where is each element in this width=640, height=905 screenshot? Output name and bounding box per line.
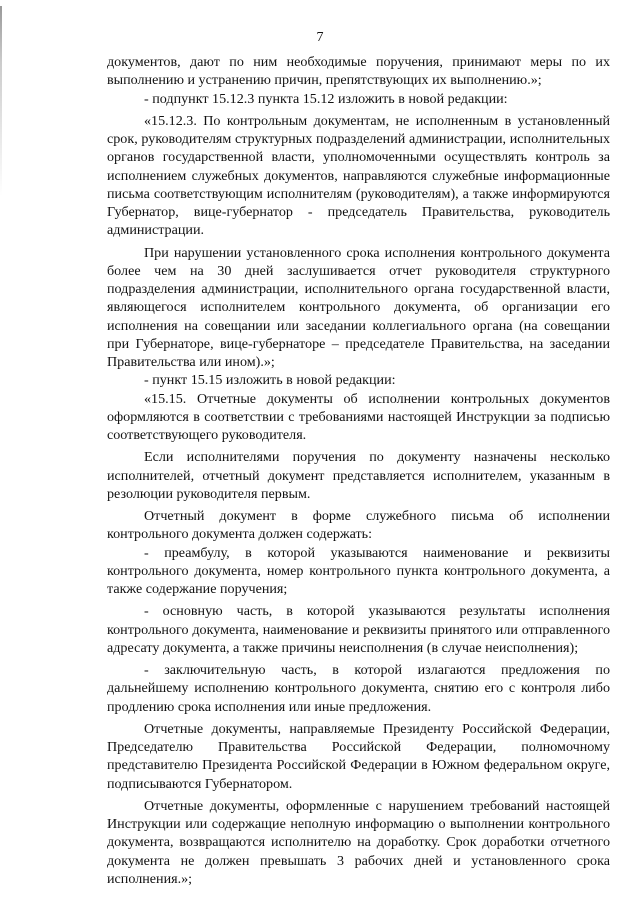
paragraph: Отчетный документ в форме служебного письма об исполнении контрольного документа должен содержать: [107, 508, 610, 543]
paragraph: Отчетные документы, направляемые Президенту Российской Федерации, Председателю Правительства Российской Федерации, полномочному представителю Президента Российской Федерации в Южном федеральном округе, подписываются Губернатором. [107, 720, 610, 792]
paragraph: - преамбулу, в которой указываются наименование и реквизиты контрольного документа, номер контрольного пункта контрольного документа, а также содержание поручения; [107, 544, 610, 597]
paragraph: Если исполнителями поручения по документу назначены несколько исполнителей, отчетный документ представляется исполнителем, указанным в резолюции руководителя первым. [107, 449, 610, 502]
page-number: 7 [316, 30, 324, 45]
paragraph: - заключительную часть, в которой излагаются предложения по дальнейшему исполнению контрольного документа, снятию его с контроля либо продлению срока исполнения или иные предложения. [107, 662, 610, 715]
paragraph: - основную часть, в которой указываются результаты исполнения контрольного документа, наименование и реквизиты принятого или отправленного адресату документа, а также причины неисполнения (в случае неисполнения); [107, 603, 610, 656]
paragraph: документов, дают по ним необходимые поручения, принимают меры по их выполнению и устранению причин, препятствующих их выполнению.»; [107, 54, 610, 89]
paragraph: «15.12.3. По контрольным документам, не исполненным в установленный срок, руководителям структурных подразделений администрации, исполнительных органов государственной власти, уполномоченными осуществлять контроль за исполнением служебных документов, направляются служебные информационные письма соответствующим исполнителям (руководителям), а также информируются Губернатор, вице-губернатор - председатель Правительства, руководитель администрации. [107, 112, 610, 239]
paragraph: - подпункт 15.12.3 пункта 15.12 изложить в новой редакции: [144, 90, 508, 107]
paragraph: При нарушении установленного срока исполнения контрольного документа более чем на 30 дней заслушивается отчет руководителя структурного подразделения администрации, исполнительного органа государственной власти, являющегося исполнителем контрольного документа, об организации его исполнения на совещании или заседании коллегиального органа (на совещании при Губернаторе, вице-губернаторе – председателе Правительства, на заседании Правительства или ином).»; [107, 244, 610, 370]
document-body [107, 53, 610, 888]
paragraph: - пункт 15.15 изложить в новой редакции: [144, 372, 396, 389]
paragraph: Отчетные документы, оформленные с нарушением требований настоящей Инструкции или содержащие неполную информацию о выполнении контрольного документа, возвращаются исполнителю на доработку. Срок доработки отчетного документа не должен превышать 3 рабочих дней и установленного срока исполнения.»; [107, 797, 610, 887]
paragraph: «15.15. Отчетные документы об исполнении контрольных документов оформляются в соответствии с требованиями настоящей Инструкции за подписью соответствующего руководителя. [107, 390, 610, 443]
